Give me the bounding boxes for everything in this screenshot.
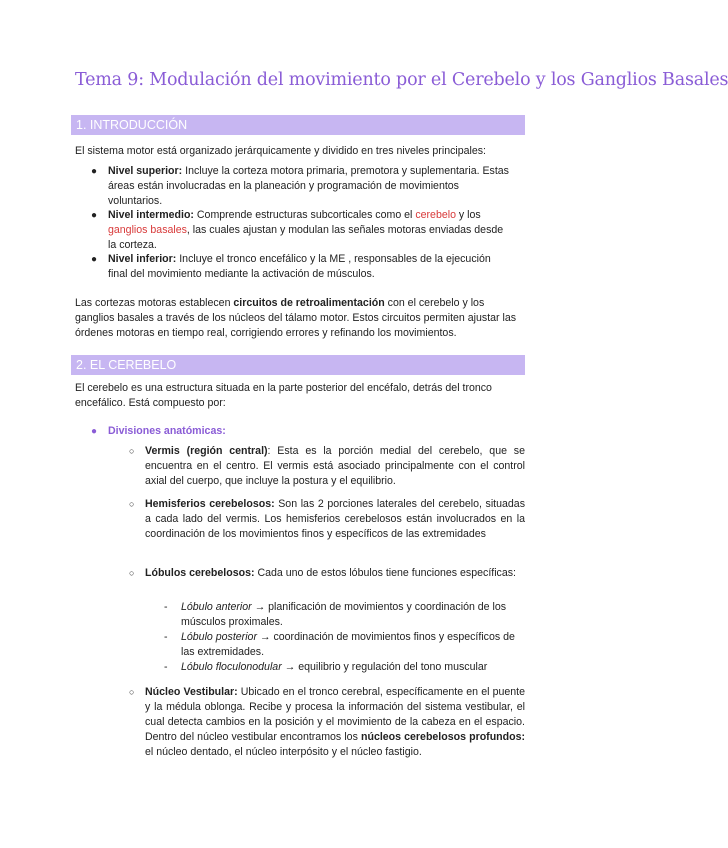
item-label: Nivel superior: xyxy=(108,165,183,177)
item-text: equilibrio y regulación del tono muscular xyxy=(295,661,488,673)
subheading-divisiones: Divisiones anatómicas: xyxy=(108,425,226,437)
intro-paragraph: El sistema motor está organizado jerárquicamente y dividido en tres niveles principales: xyxy=(75,145,487,157)
item-text: Comprende estructuras subcorticales como el xyxy=(193,209,416,221)
item-label: Nivel intermedio: xyxy=(108,209,194,221)
item-text: : Esta es la porción medial del cerebelo, que se encuentra en el centro. El vermis está asociado principalmente con el control axial del cuerpo, que incluye la postura y el equilibrio. xyxy=(145,445,525,487)
dash-bullet-icon: - xyxy=(164,631,168,643)
item-label: Lóbulos cerebelosos: xyxy=(145,567,255,579)
item-text: Cada uno de estos lóbulos tiene funciones específicas: xyxy=(254,567,516,579)
list-item-vermis xyxy=(145,444,525,489)
item-label: Lóbulo posterior → xyxy=(181,631,271,643)
item-text: coordinación de movimientos finos y específicos de las extremidades. xyxy=(181,631,515,658)
dash-bullet-icon: - xyxy=(164,601,168,613)
circle-bullet-icon: ○ xyxy=(129,568,135,578)
bold-term: circuitos de retroalimentación xyxy=(233,297,385,309)
item-text: Ubicado en el tronco cerebral, específicamente en el puente y la médula oblonga. Recibe y procesa la información del sistema vestibular, el cual detecta cambios en la posición y el movimiento de la cabeza en el espacio. Dentro del núcleo vestibular encontramos los xyxy=(145,686,525,743)
bullet-icon: ● xyxy=(91,166,98,177)
list-item-lobulo-anterior xyxy=(181,600,525,630)
circle-bullet-icon: ○ xyxy=(129,687,135,697)
dash-bullet-icon: - xyxy=(164,661,168,673)
item-label: Hemisferios cerebelosos: xyxy=(145,498,275,510)
item-label: Vermis (región central) xyxy=(145,445,268,457)
list-item-lobulo-floculonodular xyxy=(181,660,525,675)
cerebelo-intro-paragraph: El cerebelo es una estructura situada en la parte posterior del encéfalo, detrás del tronco encefálico. Está compuesto por: xyxy=(75,382,492,409)
section-header-cerebelo: 2. EL CEREBELO xyxy=(71,355,525,375)
list-item-hemisferios xyxy=(145,497,525,542)
item-text: , las cuales ajustan y modulan las señales motoras enviadas desde la corteza. xyxy=(108,224,504,251)
list-item-nucleo-vestibular xyxy=(145,685,525,760)
section-header-introduccion: 1. INTRODUCCIÓN xyxy=(71,115,525,135)
item-text: y los xyxy=(455,209,481,221)
circle-bullet-icon: ○ xyxy=(129,499,135,509)
bold-term: núcleos cerebelosos profundos: xyxy=(361,731,525,743)
list-item-nivel-intermedio xyxy=(108,208,513,253)
circle-bullet-icon: ○ xyxy=(129,446,135,456)
item-text: planificación de movimientos y coordinación de los músculos proximales. xyxy=(181,601,507,628)
page-title: Tema 9: Modulación del movimiento por el Cerebelo y los Ganglios Basales xyxy=(75,70,728,90)
item-label: Nivel inferior: xyxy=(108,253,177,265)
highlight-ganglios-basales: ganglios basales xyxy=(108,224,187,236)
list-item-nivel-inferior xyxy=(108,252,513,282)
paragraph-circuitos xyxy=(75,296,525,341)
item-text: el núcleo dentado, el núcleo interpósito y el núcleo fastigio. xyxy=(145,746,422,758)
bullet-icon: ● xyxy=(91,210,98,221)
highlight-cerebelo: cerebelo xyxy=(415,209,456,221)
item-text: Son las 2 porciones laterales del cerebelo, situadas a cada lado del vermis. Los hemisferios cerebelosos están involucrados en la coordinación de los movimientos finos y específicos de las extremidades xyxy=(145,498,525,540)
item-text: Incluye el tronco encefálico y la ME , responsables de la ejecución final del movimiento mediante la activación de músculos. xyxy=(108,253,491,280)
item-text: Incluye la corteza motora primaria, premotora y suplementaria. Estas áreas están involucradas en la planeación y programación de movimientos voluntarios. xyxy=(108,165,509,207)
item-label: Núcleo Vestibular: xyxy=(145,686,238,698)
bullet-icon: ● xyxy=(91,254,98,265)
item-label: Lóbulo floculonodular → xyxy=(181,661,296,673)
list-item-lobulo-posterior xyxy=(181,630,525,660)
bullet-icon: ● xyxy=(91,426,98,437)
paragraph-text: con el cerebelo y los ganglios basales a través de los núcleos del tálamo motor. Estos circuitos permiten ajustar las órdenes motoras en tiempo real, corrigiendo errores y refinando los movimientos. xyxy=(75,297,517,339)
list-item-nivel-superior xyxy=(108,164,513,209)
list-item-lobulos xyxy=(145,566,525,581)
paragraph-text: Las cortezas motoras establecen xyxy=(75,297,234,309)
item-label: Lóbulo anterior → xyxy=(181,601,266,613)
